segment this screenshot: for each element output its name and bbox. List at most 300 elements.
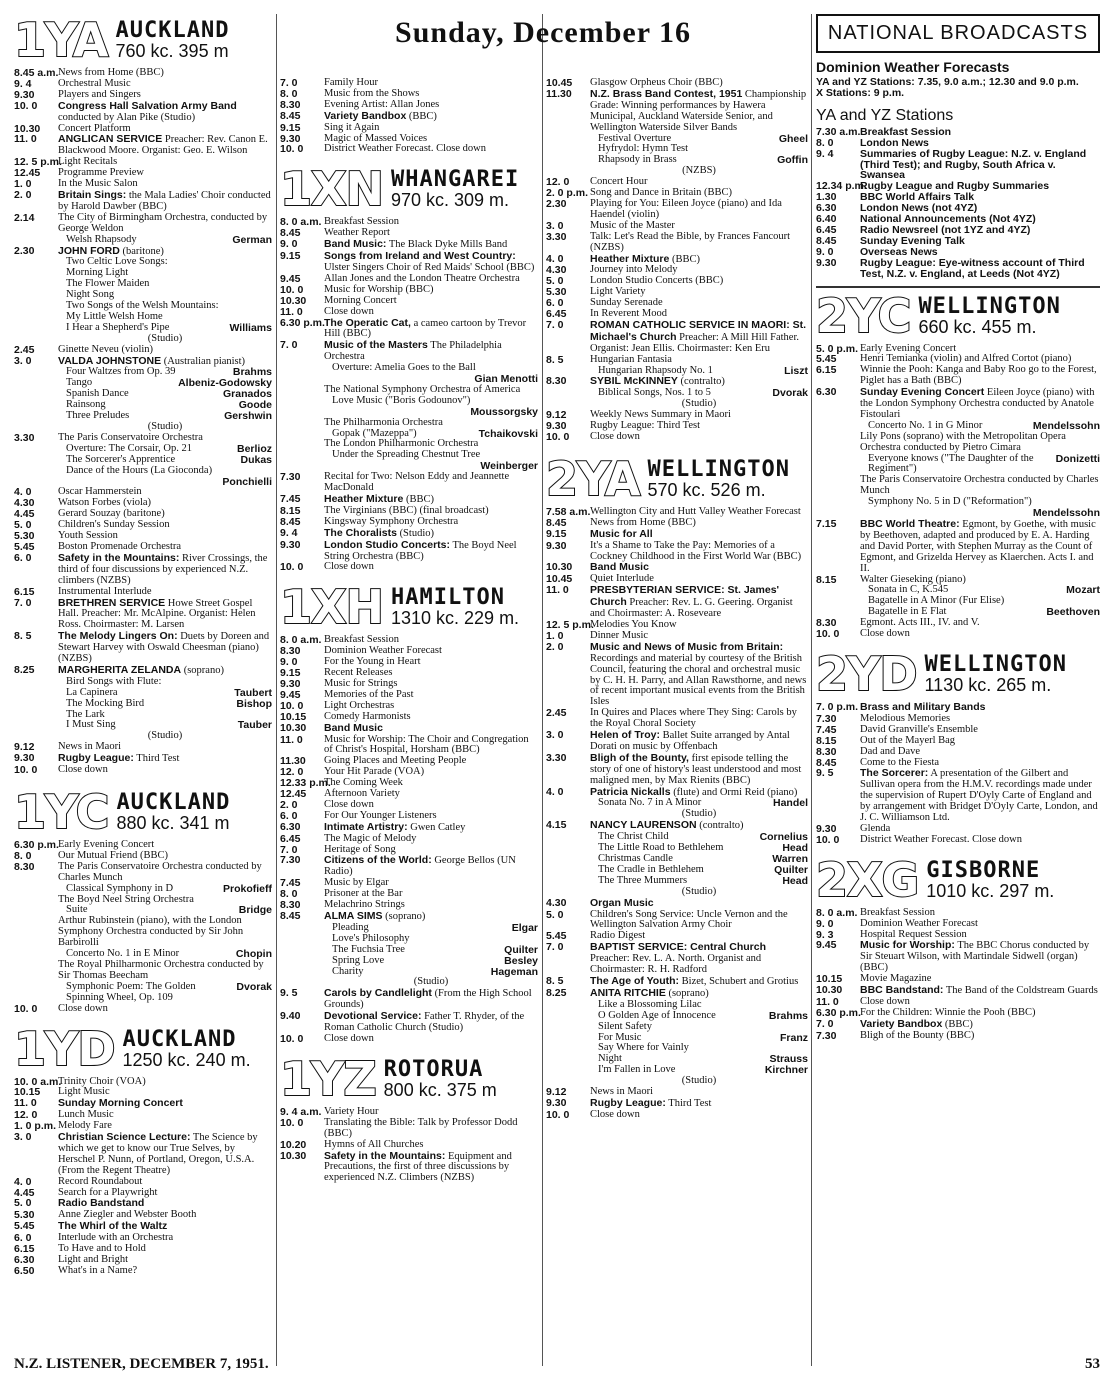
- entry-description: Playing for You: Eileen Joyce (piano) and Ida Haendel (violin): [590, 197, 782, 220]
- entry-time: 7. 0: [14, 596, 32, 609]
- entry-time: 6.30 p.m.: [14, 839, 59, 851]
- entry-time: 2. 0: [14, 188, 32, 201]
- entry-description: The Black Dyke Mills Band: [388, 239, 508, 251]
- entry-note: (Studio): [147, 332, 183, 344]
- schedule-entry: [816, 725, 1100, 736]
- entry-time: 6.30: [816, 386, 837, 399]
- entry-time: 7. 0: [546, 318, 564, 331]
- work-title: Under the Spreading Chestnut Tree: [332, 449, 481, 461]
- entry-description: Record Roundabout: [58, 1175, 143, 1187]
- schedule-entry: [816, 365, 1100, 387]
- schedule-entry: [280, 855, 538, 878]
- work-title: Rainsong: [66, 399, 106, 411]
- station-city: ROTORUA: [383, 1056, 484, 1082]
- entry-time: 6. 0: [546, 297, 564, 310]
- station-frequency: 570 kc. 526 m.: [647, 479, 766, 500]
- entry-description: Bizet, Schubert and Grotius: [681, 975, 799, 987]
- station-header-1xn: [280, 162, 538, 217]
- entry-description: Variety Hour: [324, 1105, 379, 1117]
- entry-description: (Studio): [399, 527, 434, 539]
- entry-time: 8.45: [816, 234, 837, 247]
- entry-time: 8. 0 a.m.: [280, 216, 322, 229]
- schedule-entry: [816, 930, 1100, 941]
- work-title: Love's Philosophy: [332, 932, 410, 944]
- entry-time: 6. 0: [14, 1232, 32, 1245]
- composer: [268, 290, 272, 301]
- entry-text: [58, 246, 272, 345]
- entry-time: 6.30: [816, 202, 837, 215]
- composer: German: [232, 233, 272, 246]
- schedule-entry: [14, 665, 272, 742]
- entry-description: Comedy Harmonists: [324, 710, 411, 722]
- schedule-entry: [280, 668, 538, 679]
- station-header-1xh: [280, 580, 538, 635]
- entry-text: [860, 768, 1100, 824]
- entry-description: District Weather Forecast. Close down: [324, 143, 486, 155]
- entry-time: 8.25: [14, 663, 35, 676]
- entry-time: 4.45: [14, 1186, 35, 1199]
- schedule-entry: [14, 598, 272, 632]
- entry-text: [324, 735, 538, 757]
- entry-time: 11.30: [280, 755, 306, 768]
- footer-issue: N.Z. LISTENER, DECEMBER 7, 1951.: [14, 1356, 269, 1372]
- schedule-entry: [14, 213, 272, 246]
- composer: Brahms: [232, 366, 272, 379]
- work-title: Two Celtic Love Songs:: [66, 256, 168, 268]
- station-header-1ya: [14, 14, 272, 67]
- entry-time: 9. 4: [816, 147, 834, 160]
- work-title: Charity: [332, 965, 364, 977]
- entry-time: 9.40: [280, 1010, 301, 1023]
- entry-time: 12. 0: [280, 766, 304, 779]
- schedule-entry: [280, 296, 538, 307]
- entry-description: Melody Fare: [58, 1120, 112, 1132]
- composer: Donizetti: [1055, 452, 1100, 465]
- callsign-logo: 2YD: [816, 646, 917, 701]
- schedule-entry: [280, 251, 538, 274]
- entry-time: 9. 5: [816, 767, 834, 780]
- schedule-entry: [816, 747, 1100, 758]
- station-frequency: 880 kc. 341 m: [116, 813, 230, 833]
- entry-time: 10.45: [546, 573, 573, 586]
- entry-description: a cameo cartoon by Trevor Hill (BBC): [324, 317, 527, 340]
- work-line: [860, 454, 1100, 476]
- entry-title: NANCY LAURENSON: [590, 819, 697, 832]
- entry-time: 5. 0: [14, 1197, 32, 1210]
- entry-description: Talk: Let's Read the Bible, by Frances Fancourt (NZBS): [590, 230, 791, 253]
- entry-description: Close down: [860, 628, 910, 640]
- entry-time: 8. 5: [14, 630, 32, 643]
- entry-time: 8.15: [816, 734, 837, 747]
- entry-time: 2.30: [546, 197, 567, 210]
- work-line: [58, 982, 272, 1004]
- entry-description: The London Philharmonic Orchestra: [324, 438, 479, 450]
- entry-description: (contralto): [699, 820, 744, 832]
- entry-time: 12.45: [280, 788, 307, 801]
- entry-text: [590, 355, 808, 377]
- entry-description: (soprano): [668, 987, 709, 999]
- entry-title: Songs from Ireland and West Country:: [324, 250, 516, 263]
- entry-description: For the Young in Heart: [324, 656, 421, 668]
- entry-time: 7. 0 p.m.: [816, 700, 859, 713]
- entry-description: The Royal Philharmonic Orchestra conducted by Sir Thomas Beecham: [58, 958, 264, 981]
- entry-description: the Mala Ladies' Choir conducted by Harold Dawber (BBC): [58, 189, 271, 212]
- entry-description: London Studio Concerts (BBC): [590, 275, 724, 287]
- entry-description: Recent Releases: [324, 667, 393, 679]
- work-title: The Cradle in Bethlehem: [598, 863, 704, 875]
- entry-description: The Boyd Neel String Orchestra (BBC): [324, 539, 517, 562]
- entry-text: [590, 232, 808, 254]
- entry-title: Congress Hall Salvation Army Band: [58, 99, 237, 112]
- national-section: [816, 59, 1100, 280]
- column-divider: [811, 14, 812, 1366]
- entry-description: The Science by which we get to know our True Selves, by Herschel P. Nunn, of Portland, Oregon, U.S.A. (From the Regent Theatre): [58, 1132, 258, 1176]
- entry-description: Gerard Souzay (baritone): [58, 508, 165, 520]
- entry-text: [590, 910, 808, 932]
- entry-time: 11. 0: [14, 1097, 37, 1110]
- work-title: Hyfrydol: Hymn Test: [598, 143, 689, 155]
- entry-time: 2.45: [546, 707, 567, 720]
- entry-time: 9.12: [14, 741, 35, 754]
- entry-description: Instrumental Interlude: [58, 585, 152, 597]
- schedule-1xn: [280, 217, 538, 573]
- schedule-entry: [14, 190, 272, 213]
- entry-text: [324, 911, 538, 988]
- entry-time: 9.30: [546, 420, 567, 433]
- schedule-entry: [14, 765, 272, 776]
- entry-description: The Paris Conservatoire Orchestra conducted by Charles Munch: [58, 860, 262, 883]
- entry-time: 3. 0: [546, 729, 564, 742]
- schedule-entry: [280, 144, 538, 155]
- station-city: WHANGAREI: [390, 167, 520, 193]
- schedule-1xh: [280, 635, 538, 1045]
- entry-time: 5. 0: [546, 908, 564, 921]
- entry-description: Prisoner at the Bar: [324, 888, 403, 900]
- work-title: Welsh Rhapsody: [66, 233, 137, 245]
- work-title: Classical Symphony in D: [66, 882, 174, 894]
- column-4: [816, 14, 1100, 1350]
- entry-description: National Announcements (Not 4YZ): [860, 213, 1036, 226]
- schedule-entry: [546, 820, 808, 897]
- entry-time: 5.45: [14, 540, 35, 553]
- entry-description: Movie Magazine: [860, 973, 932, 985]
- entry-description: (flute) and Ormi Reid (piano): [673, 786, 798, 798]
- work-title: Four Waltzes from Op. 39: [66, 366, 176, 378]
- entry-time: 4. 0: [14, 486, 32, 499]
- entry-time: 6.40: [816, 213, 837, 226]
- entry-title: Safety in the Mountains:: [324, 1149, 446, 1162]
- schedule-entry: [546, 988, 808, 1087]
- schedule-entry: [546, 355, 808, 377]
- station-city: AUCKLAND: [122, 1026, 237, 1052]
- entry-time: 6.45: [546, 308, 567, 321]
- schedule-entry: [280, 911, 538, 988]
- schedule-2yd: [816, 702, 1100, 846]
- entry-time: 4.30: [546, 264, 567, 277]
- entry-text: [590, 708, 808, 730]
- column-3: [546, 78, 808, 1350]
- entry-description: What's in a Name?: [58, 1264, 138, 1276]
- column-divider: [276, 14, 277, 1366]
- work-title: Bagatelle in E Flat: [868, 606, 947, 618]
- entry-time: 10. 0: [14, 99, 38, 112]
- weather-line: X Stations: 9 p.m.: [816, 86, 905, 99]
- work-title: Sonata in C, K.545: [868, 584, 949, 596]
- entry-description: George Bellos (UN Radio): [324, 855, 516, 878]
- work-title: Rhapsody in Brass: [598, 154, 677, 166]
- national-schedule: [816, 127, 1100, 280]
- entry-text: [58, 356, 272, 433]
- national-title: NATIONAL BROADCASTS: [827, 22, 1089, 44]
- entry-description: The Philadelphia Orchestra: [324, 340, 502, 363]
- composer: Dukas: [240, 453, 272, 466]
- entry-time: 6.30: [280, 820, 301, 833]
- work-title: Night: [598, 1053, 622, 1065]
- composer: Ponchielli: [222, 475, 272, 488]
- entry-time: 8.45: [816, 756, 837, 769]
- entry-text: [590, 787, 808, 821]
- entry-description: Ulster Singers Choir of Red Maids' School (BBC): [324, 261, 535, 273]
- entry-time: 8. 0: [816, 136, 834, 149]
- entry-description: (BBC): [671, 253, 700, 265]
- composer: Prokofieff: [222, 882, 272, 895]
- entry-description: Light and Bright: [58, 1254, 128, 1265]
- entry-time: 10.30: [816, 984, 843, 997]
- entry-description: Afternoon Variety: [324, 788, 400, 800]
- entry-title: Music for All: [590, 527, 653, 540]
- composer: Chopin: [235, 948, 272, 961]
- schedule-entry: [546, 976, 808, 988]
- entry-time: 10. 0: [816, 628, 840, 641]
- schedule-entry: [816, 432, 1100, 476]
- entry-time: 2.30: [14, 244, 35, 257]
- entry-description: Overseas News: [860, 245, 938, 258]
- entry-time: 10.15: [816, 973, 843, 986]
- entry-time: 11. 0: [280, 733, 303, 746]
- entry-time: 9.30: [816, 256, 837, 269]
- entry-description: Third Test: [668, 1097, 712, 1109]
- entry-description: Music from the Shows: [324, 87, 420, 99]
- entry-text: [860, 629, 1100, 640]
- composer: Elgar: [511, 921, 538, 934]
- station-frequency: 1130 kc. 265 m.: [924, 674, 1052, 695]
- composer: Moussorgsky: [470, 405, 538, 418]
- entry-description: Your Hit Parade (VOA): [324, 766, 425, 778]
- entry-time: 9.30: [280, 677, 301, 690]
- station-header-1yd: [14, 1021, 272, 1076]
- station-header-1yz: [280, 1051, 538, 1106]
- entry-description: Children's Song Service: Uncle Vernon and the Wellington Salvation Army Choir: [590, 908, 788, 931]
- column-2: [280, 78, 538, 1350]
- entry-time: 8.45: [280, 910, 301, 922]
- entry-title: London Studio Concerts:: [324, 538, 450, 551]
- entry-title: Band Music: [590, 561, 649, 574]
- entry-time: 7.45: [280, 877, 301, 890]
- entry-description: The Philharmonia Orchestra: [324, 416, 443, 428]
- schedule-entry: [280, 418, 538, 440]
- entry-description: Interlude with an Orchestra: [58, 1232, 174, 1244]
- entry-time: [280, 385, 324, 418]
- entry-description: News from Home (BBC): [58, 67, 164, 78]
- schedule-entry: [280, 385, 538, 418]
- entry-time: 7. 0: [280, 339, 298, 352]
- entry-time: 3.30: [546, 230, 567, 243]
- work-title: Dance of the Hours (La Gioconda): [66, 464, 213, 476]
- schedule-entry: [546, 89, 808, 177]
- work-title: The Christ Child: [598, 831, 669, 843]
- entry-time: 7.30 a.m.: [816, 125, 861, 138]
- entry-time: 9.15: [280, 121, 301, 134]
- schedule-entry: [14, 520, 272, 531]
- entry-description: River Crossings, the third of four discussions by experienced N.Z. climbers (NZBS): [58, 552, 268, 586]
- schedule-1yd: [14, 1077, 272, 1277]
- entry-description: For Our Younger Listeners: [324, 809, 437, 821]
- composer: Hageman: [490, 965, 538, 978]
- entry-title: Sunday Evening Concert: [860, 386, 985, 399]
- schedule-entry: [280, 439, 538, 472]
- schedule-entry: [816, 519, 1100, 575]
- schedule-entry: [816, 387, 1100, 432]
- entry-time: 1. 0 p.m.: [14, 1120, 57, 1133]
- schedule-entry: [546, 232, 808, 254]
- entry-time: 7.30: [280, 854, 301, 867]
- station-frequency: 1310 kc. 229 m.: [390, 608, 520, 629]
- schedule-entry: [14, 356, 272, 433]
- entry-text: [324, 251, 538, 274]
- entry-time: 10.20: [280, 1138, 307, 1151]
- work-title: The Fuchsia Tree: [332, 943, 405, 955]
- schedule-1yz: [280, 1107, 538, 1184]
- entry-description: Morning Concert: [324, 294, 397, 306]
- entry-time: 3. 0: [546, 219, 564, 232]
- composer: Gershwin: [224, 410, 272, 423]
- entry-time: 6. 0: [14, 551, 32, 564]
- entry-description: Close down: [860, 996, 910, 1007]
- work-title: I Hear a Shepherd's Pipe: [66, 321, 170, 333]
- composer: Taubert: [234, 686, 272, 699]
- schedule-entry: [14, 79, 272, 90]
- work-title: I Must Sing: [66, 719, 116, 731]
- composer: Franz: [779, 1031, 808, 1044]
- entry-text: [590, 730, 808, 753]
- work-title: Overture: Amelia Goes to the Ball: [332, 362, 476, 374]
- entry-text: [590, 320, 808, 355]
- entry-text: [58, 598, 272, 632]
- entry-text: [590, 1110, 808, 1121]
- entry-text: [590, 942, 808, 976]
- work-title: Tango: [66, 377, 93, 389]
- entry-title: BBC World Theatre:: [860, 518, 960, 530]
- schedule-entry: [546, 730, 808, 753]
- schedule-entry: [14, 1098, 272, 1110]
- entry-time: 7. 0: [280, 78, 298, 89]
- entry-text: [324, 1034, 538, 1045]
- station-header-2xg: [816, 852, 1100, 907]
- schedule-entry: [14, 862, 272, 895]
- entry-text: [590, 642, 808, 708]
- entry-time: 9. 0: [280, 238, 298, 251]
- entry-text: [58, 134, 272, 157]
- station-frequency: 760 kc. 395 m: [115, 41, 229, 61]
- entry-description: (BBC): [408, 110, 437, 122]
- entry-description: Anne Ziegler and Webster Booth: [58, 1209, 197, 1221]
- entry-description: Light Orchestras: [324, 699, 395, 711]
- entry-time: 3.30: [546, 751, 567, 764]
- entry-time: 10.30: [280, 721, 307, 734]
- entry-description: Early Evening Concert: [860, 342, 957, 354]
- entry-time: 5. 0: [14, 519, 32, 532]
- entry-time: 7. 0: [280, 843, 298, 856]
- work-title: The Sorcerer's Apprentice: [66, 453, 176, 465]
- schedule-entry: [280, 789, 538, 800]
- entry-time: [14, 916, 58, 960]
- entry-description: first episode telling the story of one of history's least understood and most maligned men, by Max Rienits (BBC): [590, 752, 802, 786]
- schedule-entry: [14, 246, 272, 345]
- entry-title: Heather Mixture: [590, 252, 670, 265]
- entry-time: 10. 0: [14, 1002, 38, 1015]
- entry-description: Magic of Massed Voices: [324, 132, 428, 144]
- work-title: Gopak ("Mazeppa"): [332, 427, 417, 439]
- composer: [268, 279, 272, 290]
- schedule-entry: [816, 149, 1100, 182]
- schedule-entry: [546, 320, 808, 355]
- entry-description: The Paris Conservatoire Orchestra conducted by Charles Munch: [860, 474, 1099, 497]
- work-title: Two Songs of the Welsh Mountains:: [66, 300, 219, 312]
- work-title: Symphony No. 5 in D ("Reformation"): [868, 496, 1032, 508]
- composer: Bridge: [238, 904, 272, 917]
- entry-time: 9.30: [14, 88, 35, 101]
- entry-description: Recordings and material by courtesy of the British Council, featuring the choral and orchestral music by C. H. H. Parry, and Allan Rawsthorne, and news of recent important musical events from the British Isles: [590, 652, 807, 708]
- entry-description: In the Music Salon: [58, 178, 138, 190]
- entry-description: Walter Gieseking (piano): [860, 573, 966, 585]
- schedule-1yc: [14, 840, 272, 1015]
- work-line: [58, 466, 272, 477]
- schedule-entry: [546, 620, 808, 631]
- work-title: Everyone knows ("The Daughter of the Regiment"): [868, 452, 1034, 475]
- work-title: The Three Mummers: [598, 874, 688, 886]
- entry-time: 9.12: [546, 1086, 567, 1099]
- entry-text: [58, 213, 272, 246]
- entry-time: 7.58 a.m.: [546, 505, 591, 518]
- entry-time: 9. 4: [14, 77, 32, 90]
- schedule-entry: [14, 631, 272, 665]
- composer: Goffin: [777, 154, 808, 167]
- entry-note: (Studio): [681, 808, 717, 820]
- entry-description: The Coming Week: [324, 777, 403, 789]
- entry-text: [324, 144, 538, 155]
- schedule-entry: [546, 276, 808, 287]
- entry-time: 10. 0: [280, 283, 304, 296]
- entry-title: Variety Bandbox: [324, 109, 407, 122]
- entry-description: Trinity Choir (VOA): [58, 1075, 146, 1087]
- entry-description: Translating the Bible: Talk by Professor Dodd (BBC): [324, 1116, 518, 1139]
- schedule-entry: [816, 127, 1100, 138]
- composer: Williams: [229, 321, 272, 334]
- entry-title: The Melody Lingers On:: [58, 630, 178, 643]
- entry-description: Boston Promenade Orchestra: [58, 540, 182, 552]
- entry-text: [58, 862, 272, 895]
- footer-page-number: 53: [1085, 1356, 1100, 1372]
- entry-description: Light Variety: [590, 286, 646, 298]
- entry-text: [58, 960, 272, 1004]
- entry-description: (soprano): [183, 664, 224, 676]
- entry-text: [58, 433, 272, 488]
- entry-time: 10. 0: [546, 1108, 570, 1121]
- entry-title: MARGHERITA ZELANDA: [58, 663, 182, 676]
- entry-time: 9.15: [280, 667, 301, 680]
- entry-time: 4.30: [14, 497, 35, 510]
- entry-time: 12. 0: [546, 176, 570, 189]
